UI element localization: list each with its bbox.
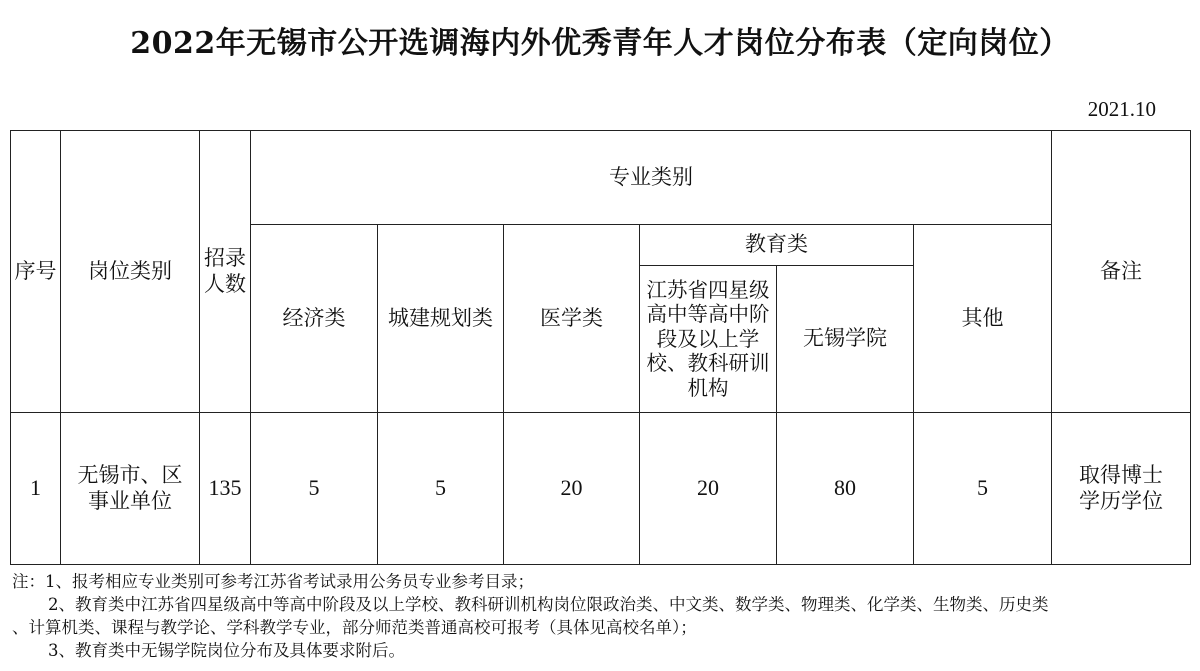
cell-medicine: 20 — [504, 413, 640, 565]
page-title: 2022年无锡市公开选调海内外优秀青年人才岗位分布表（定向岗位） — [130, 26, 1070, 61]
cell-edu-wuxi-college: 80 — [777, 413, 914, 565]
cell-urban-planning: 5 — [378, 413, 504, 565]
header-row-1 — [11, 131, 1191, 225]
header-edu-jiangsu: 江苏省四星级高中等高中阶段及以上学校、教科研训机构 — [640, 266, 777, 413]
header-education: 教育类 — [640, 225, 914, 266]
header-other: 其他 — [914, 225, 1052, 413]
header-position-type: 岗位类别 — [61, 131, 200, 413]
cell-recruit-count: 135 — [200, 413, 251, 565]
header-urban-planning: 城建规划类 — [378, 225, 504, 413]
cell-seq: 1 — [11, 413, 61, 565]
note-line-3: 、计算机类、课程与教学论、学科教学专业，部分师范类普通高校可报考（具体见高校名单）； — [12, 618, 697, 637]
header-major-category: 专业类别 — [251, 131, 1052, 225]
header-medicine: 医学类 — [504, 225, 640, 413]
header-remarks: 备注 — [1052, 131, 1191, 413]
cell-economics: 5 — [251, 413, 378, 565]
document-date: 2021.10 — [1087, 97, 1156, 121]
header-economics: 经济类 — [251, 225, 378, 413]
position-distribution-table — [10, 130, 1191, 565]
note-line-1: 注：1、报考相应专业类别可参考江苏省考试录用公务员专业参考目录； — [12, 572, 534, 591]
footnotes — [12, 570, 1192, 662]
cell-remarks: 取得博士学历学位 — [1052, 413, 1191, 565]
note-line-4: 3、教育类中无锡学院岗位分布及具体要求附后。 — [48, 641, 405, 660]
cell-other: 5 — [914, 413, 1052, 565]
cell-edu-jiangsu: 20 — [640, 413, 777, 565]
table-row — [11, 413, 1191, 565]
header-recruit-count: 招录人数 — [200, 131, 251, 413]
cell-position-type: 无锡市、区事业单位 — [61, 413, 200, 565]
header-edu-wuxi-college: 无锡学院 — [777, 266, 914, 413]
header-seq: 序号 — [11, 131, 61, 413]
note-line-2: 2、教育类中江苏省四星级高中等高中阶段及以上学校、教科研训机构岗位限政治类、中文类、数学类、物理类、化学类、生物类、历史类 — [48, 595, 1049, 614]
